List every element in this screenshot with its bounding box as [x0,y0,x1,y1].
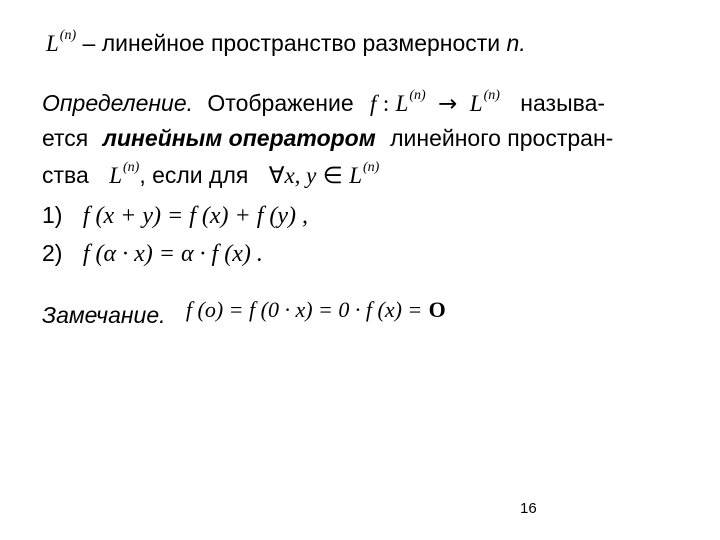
space-symbol-4: L [349,163,363,188]
space-symbol-2: L [469,91,483,116]
header-text: – линейное пространство размерности [82,30,501,56]
element-of-symbol: ∈ [322,163,343,189]
remark-line [42,296,446,328]
forall-symbol: ∀ [268,163,285,189]
definition-text-6: , если для [139,162,249,188]
condition-formula: f (x + y) = f (x) + f (y) , [82,203,308,229]
space-symbol-3: L [109,163,122,188]
definition-line-3 [42,162,379,189]
condition-2 [42,240,263,268]
definition-label: Определение. [42,90,194,116]
colon-symbol: : [382,91,390,116]
header-line [46,30,526,57]
page-number: 16 [520,500,537,517]
definition-text-5: ства [42,162,89,188]
definition-text-2: называ- [520,90,606,116]
condition-1 [42,202,308,230]
space-superscript-2: (n) [483,88,500,103]
definition-text-4: линейного простран- [390,125,614,151]
definition-text-1: Отображение [207,90,354,116]
remark-formula: f (o) = f (0 · x) = 0 · f (x) = [185,297,423,322]
zero-vector: O [428,297,446,322]
condition-formula: f (α · x) = α · f (x) . [82,241,263,267]
arrow-symbol: → [438,91,458,117]
remark-label: Замечание. [42,302,166,328]
space-superscript: (n) [59,28,77,43]
condition-number: 1) [42,202,63,228]
space-superscript-4: (n) [363,160,380,175]
definition-line-2 [42,125,613,152]
definition-line-1 [42,90,605,117]
condition-number: 2) [42,240,63,266]
definition-text-3: ется [42,125,89,151]
space-symbol-1: L [395,91,409,116]
space-superscript-3: (n) [122,160,140,175]
map-symbol: f [370,91,377,116]
space-superscript-1: (n) [409,88,426,103]
dimension-symbol: n. [506,30,526,56]
definition-term: линейным оператором [102,125,376,151]
variables: x, y [284,163,317,188]
space-symbol: L [46,31,59,56]
